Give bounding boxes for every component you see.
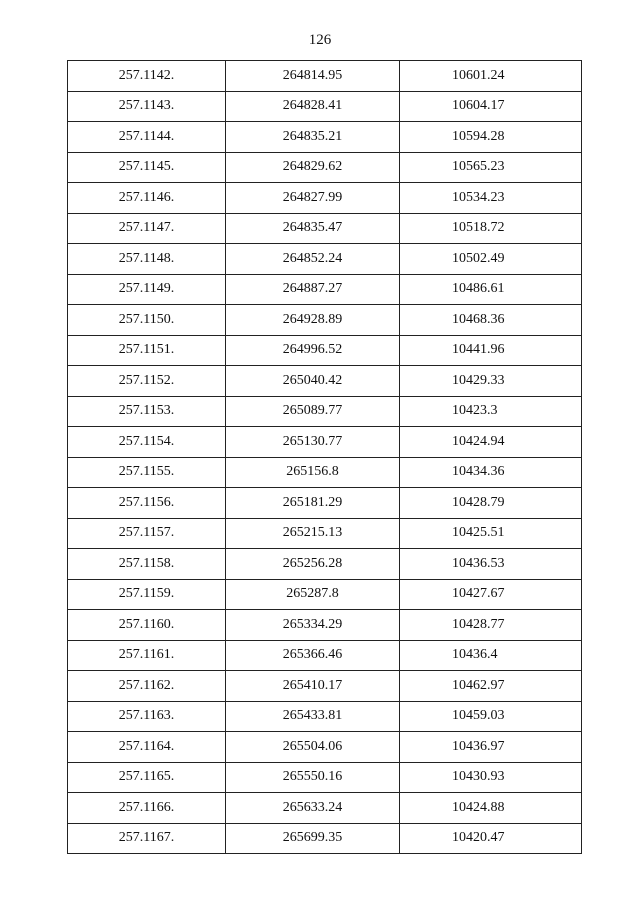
y-coordinate-cell: 10486.61 (400, 274, 582, 305)
y-coordinate-cell: 10565.23 (400, 152, 582, 183)
y-coordinate-cell: 10429.33 (400, 366, 582, 397)
y-coordinate-cell: 10468.36 (400, 305, 582, 336)
table-row (68, 579, 582, 610)
y-coordinate-cell: 10434.36 (400, 457, 582, 488)
x-coordinate-cell: 265334.29 (226, 610, 400, 641)
y-coordinate-cell: 10424.94 (400, 427, 582, 458)
x-coordinate-cell: 265215.13 (226, 518, 400, 549)
point-number-cell: 257.1151. (68, 335, 226, 366)
y-coordinate-cell: 10428.79 (400, 488, 582, 519)
x-coordinate-cell: 265040.42 (226, 366, 400, 397)
point-number-cell: 257.1154. (68, 427, 226, 458)
point-number-cell: 257.1147. (68, 213, 226, 244)
x-coordinate-cell: 265181.29 (226, 488, 400, 519)
y-coordinate-cell: 10425.51 (400, 518, 582, 549)
x-coordinate-cell: 264827.99 (226, 183, 400, 214)
table-row (68, 671, 582, 702)
point-number-cell: 257.1165. (68, 762, 226, 793)
point-number-cell: 257.1164. (68, 732, 226, 763)
table-row (68, 732, 582, 763)
y-coordinate-cell: 10594.28 (400, 122, 582, 153)
y-coordinate-cell: 10427.67 (400, 579, 582, 610)
point-number-cell: 257.1159. (68, 579, 226, 610)
point-number-cell: 257.1143. (68, 91, 226, 122)
point-number-cell: 257.1163. (68, 701, 226, 732)
x-coordinate-cell: 264814.95 (226, 61, 400, 92)
table-row (68, 213, 582, 244)
table-row (68, 701, 582, 732)
y-coordinate-cell: 10430.93 (400, 762, 582, 793)
x-coordinate-cell: 265433.81 (226, 701, 400, 732)
x-coordinate-cell: 265699.35 (226, 823, 400, 854)
table-row (68, 152, 582, 183)
y-coordinate-cell: 10502.49 (400, 244, 582, 275)
x-coordinate-cell: 265633.24 (226, 793, 400, 824)
table-row (68, 305, 582, 336)
point-number-cell: 257.1146. (68, 183, 226, 214)
table-row (68, 610, 582, 641)
point-number-cell: 257.1158. (68, 549, 226, 580)
point-number-cell: 257.1149. (68, 274, 226, 305)
table-row (68, 457, 582, 488)
y-coordinate-cell: 10424.88 (400, 793, 582, 824)
x-coordinate-cell: 265256.28 (226, 549, 400, 580)
table-row (68, 823, 582, 854)
table-row (68, 518, 582, 549)
table-row (68, 91, 582, 122)
y-coordinate-cell: 10420.47 (400, 823, 582, 854)
point-number-cell: 257.1156. (68, 488, 226, 519)
point-number-cell: 257.1150. (68, 305, 226, 336)
table-row (68, 549, 582, 580)
y-coordinate-cell: 10428.77 (400, 610, 582, 641)
x-coordinate-cell: 264829.62 (226, 152, 400, 183)
y-coordinate-cell: 10436.4 (400, 640, 582, 671)
y-coordinate-cell: 10459.03 (400, 701, 582, 732)
x-coordinate-cell: 265410.17 (226, 671, 400, 702)
y-coordinate-cell: 10462.97 (400, 671, 582, 702)
y-coordinate-cell: 10436.97 (400, 732, 582, 763)
table-row (68, 427, 582, 458)
point-number-cell: 257.1161. (68, 640, 226, 671)
point-number-cell: 257.1157. (68, 518, 226, 549)
coordinates-table-body (68, 61, 582, 854)
y-coordinate-cell: 10601.24 (400, 61, 582, 92)
table-row (68, 366, 582, 397)
table-row (68, 183, 582, 214)
y-coordinate-cell: 10518.72 (400, 213, 582, 244)
x-coordinate-cell: 264828.41 (226, 91, 400, 122)
x-coordinate-cell: 264887.27 (226, 274, 400, 305)
point-number-cell: 257.1148. (68, 244, 226, 275)
x-coordinate-cell: 265366.46 (226, 640, 400, 671)
table-row (68, 640, 582, 671)
coordinates-table (67, 60, 582, 854)
point-number-cell: 257.1152. (68, 366, 226, 397)
table-row (68, 122, 582, 153)
x-coordinate-cell: 265550.16 (226, 762, 400, 793)
table-row (68, 61, 582, 92)
point-number-cell: 257.1166. (68, 793, 226, 824)
y-coordinate-cell: 10436.53 (400, 549, 582, 580)
y-coordinate-cell: 10423.3 (400, 396, 582, 427)
x-coordinate-cell: 265089.77 (226, 396, 400, 427)
point-number-cell: 257.1153. (68, 396, 226, 427)
table-row (68, 488, 582, 519)
y-coordinate-cell: 10534.23 (400, 183, 582, 214)
x-coordinate-cell: 264928.89 (226, 305, 400, 336)
point-number-cell: 257.1142. (68, 61, 226, 92)
table-row (68, 762, 582, 793)
y-coordinate-cell: 10604.17 (400, 91, 582, 122)
x-coordinate-cell: 264835.47 (226, 213, 400, 244)
table-row (68, 335, 582, 366)
x-coordinate-cell: 264996.52 (226, 335, 400, 366)
table-row (68, 244, 582, 275)
x-coordinate-cell: 265130.77 (226, 427, 400, 458)
x-coordinate-cell: 264852.24 (226, 244, 400, 275)
point-number-cell: 257.1144. (68, 122, 226, 153)
x-coordinate-cell: 265156.8 (226, 457, 400, 488)
page-number: 126 (308, 32, 332, 48)
x-coordinate-cell: 265287.8 (226, 579, 400, 610)
x-coordinate-cell: 265504.06 (226, 732, 400, 763)
point-number-cell: 257.1155. (68, 457, 226, 488)
x-coordinate-cell: 264835.21 (226, 122, 400, 153)
y-coordinate-cell: 10441.96 (400, 335, 582, 366)
point-number-cell: 257.1145. (68, 152, 226, 183)
table-row (68, 274, 582, 305)
point-number-cell: 257.1167. (68, 823, 226, 854)
table-row (68, 396, 582, 427)
point-number-cell: 257.1160. (68, 610, 226, 641)
table-row (68, 793, 582, 824)
point-number-cell: 257.1162. (68, 671, 226, 702)
